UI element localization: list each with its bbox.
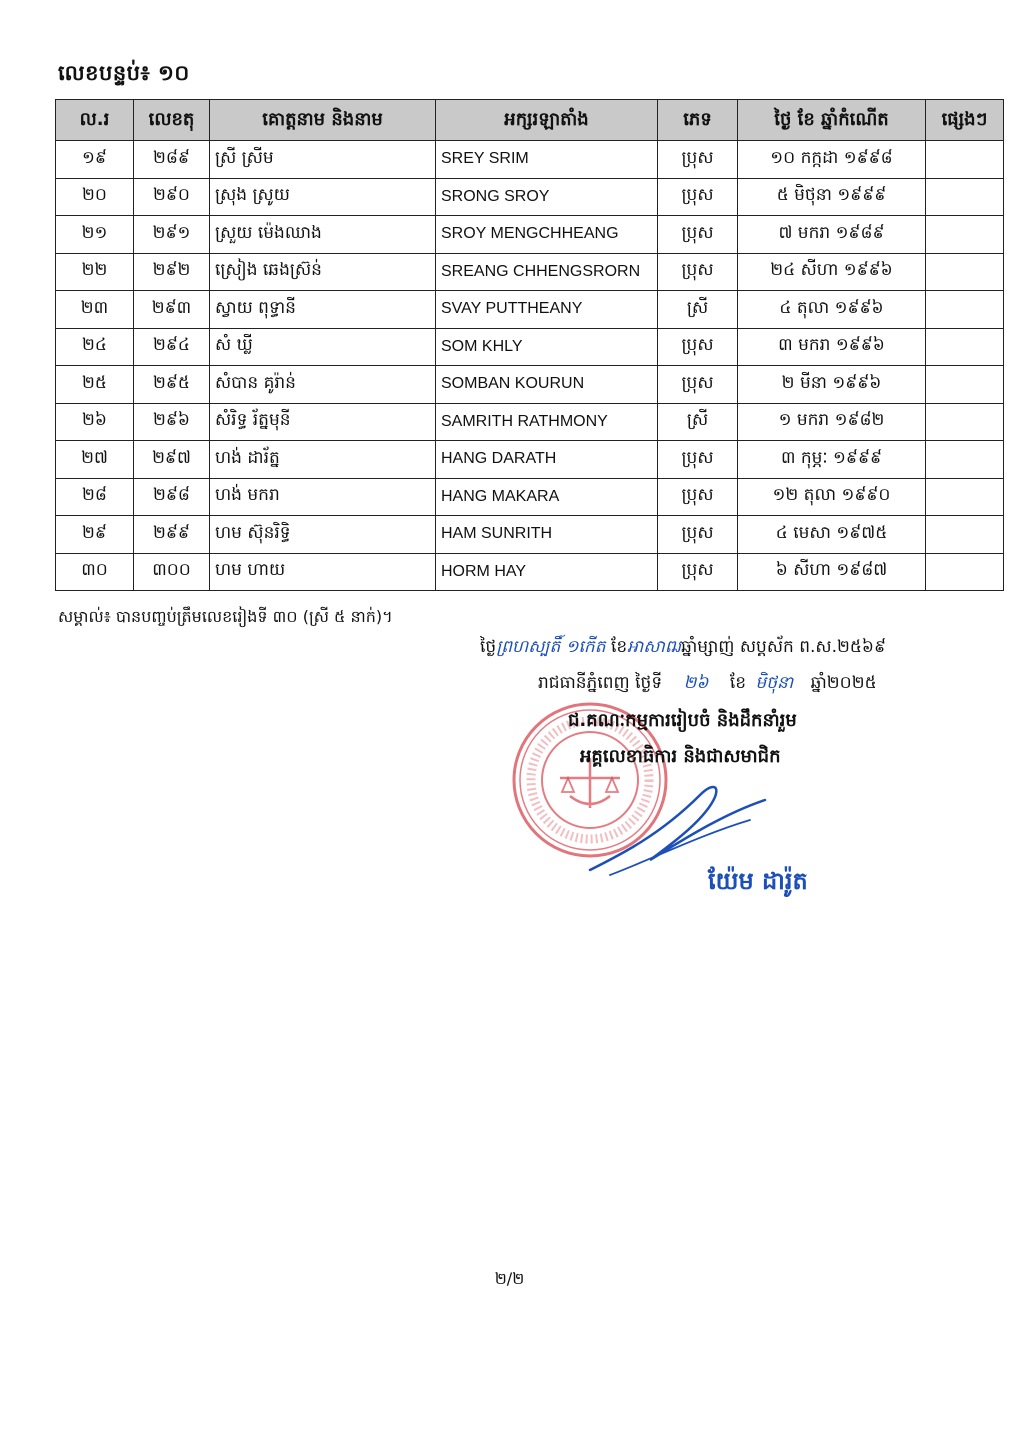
- date-of-birth-cell: ៧ មករា ១៩៨៩: [738, 216, 926, 254]
- lunar-date-prefix: ថ្ងៃ: [480, 637, 497, 657]
- date-of-birth-cell: ១ មករា ១៩៨២: [738, 403, 926, 441]
- sex-cell: ប្រុស: [658, 478, 738, 516]
- desk-number-cell: ២៩៩: [134, 516, 210, 554]
- name-khmer-cell: ហង់ ដារ័ត្ន: [210, 441, 436, 479]
- name-khmer-cell: ស្វាយ ពុទ្ធានី: [210, 291, 436, 329]
- solar-date-prefix: រាជធានីភ្នំពេញ ថ្ងៃទី: [538, 673, 663, 693]
- footnote: សម្គាល់៖ បានបញ្ចប់ត្រឹមលេខរៀងទី ៣០ (ស្រី ៥ នាក់)។: [58, 607, 393, 626]
- date-of-birth-cell: ៤ មេសា ១៩៧៥: [738, 516, 926, 554]
- row-number-cell: ១៩: [56, 141, 134, 179]
- table-row: [56, 403, 1004, 441]
- other-notes-cell: [926, 216, 1004, 254]
- name-khmer-cell: ហម ស៊ុនរិទ្ធិ: [210, 516, 436, 554]
- row-number-cell: ២២: [56, 253, 134, 291]
- header-name-latin: អក្សរឡាតាំង: [436, 100, 658, 141]
- table-row: [56, 441, 1004, 479]
- name-latin-cell: HANG MAKARA: [436, 478, 658, 516]
- header-sex: ភេទ: [658, 100, 738, 141]
- other-notes-cell: [926, 366, 1004, 404]
- desk-number-cell: ២៩៣: [134, 291, 210, 329]
- name-latin-cell: SOMBAN KOURUN: [436, 366, 658, 404]
- name-latin-cell: SRONG SROY: [436, 178, 658, 216]
- desk-number-cell: ២៩៤: [134, 328, 210, 366]
- solar-day: ២៦: [683, 673, 709, 693]
- sex-cell: ប្រុស: [658, 178, 738, 216]
- room-number-title: លេខបន្ទប់៖ ១០: [58, 61, 190, 85]
- desk-number-cell: ២៨៩: [134, 141, 210, 179]
- other-notes-cell: [926, 141, 1004, 179]
- header-name-kh: គោត្តនាម និងនាម: [210, 100, 436, 141]
- row-number-cell: ២១: [56, 216, 134, 254]
- name-khmer-cell: ស្រុង ស្រូយ: [210, 178, 436, 216]
- header-no: ល.រ: [56, 100, 134, 141]
- row-number-cell: ២៥: [56, 366, 134, 404]
- name-khmer-cell: ហម ហាយ: [210, 553, 436, 591]
- header-other: ផ្សេងៗ: [926, 100, 1004, 141]
- other-notes-cell: [926, 178, 1004, 216]
- lunar-month: អាសាឍ: [627, 637, 682, 657]
- table-row: [56, 253, 1004, 291]
- sex-cell: ប្រុស: [658, 516, 738, 554]
- name-khmer-cell: សំបាន គូរ៉ាន់: [210, 366, 436, 404]
- table-header-row: [56, 100, 1004, 141]
- header-desk: លេខតុ: [134, 100, 210, 141]
- name-latin-cell: SAMRITH RATHMONY: [436, 403, 658, 441]
- name-khmer-cell: ស្រី ស្រីម: [210, 141, 436, 179]
- page-number: ២/២: [494, 1269, 525, 1288]
- name-latin-cell: SVAY PUTTHEANY: [436, 291, 658, 329]
- desk-number-cell: ២៩៨: [134, 478, 210, 516]
- name-latin-cell: SREY SRIM: [436, 141, 658, 179]
- desk-number-cell: ២៩០: [134, 178, 210, 216]
- signer-name: យ៉ែម ដារ៉ូត: [708, 867, 808, 895]
- row-number-cell: ២៦: [56, 403, 134, 441]
- name-latin-cell: SOM KHLY: [436, 328, 658, 366]
- table-row: [56, 291, 1004, 329]
- solar-month: មិថុនា: [755, 673, 794, 693]
- lunar-date-suffix: ឆ្នាំម្សាញ់ សប្តស័ក ព.ស.២៥៦៩: [681, 637, 886, 657]
- sex-cell: ស្រី: [658, 291, 738, 329]
- sex-cell: ប្រុស: [658, 441, 738, 479]
- table-row: [56, 178, 1004, 216]
- name-latin-cell: SREANG CHHENGSRORN: [436, 253, 658, 291]
- other-notes-cell: [926, 441, 1004, 479]
- row-number-cell: ២៩: [56, 516, 134, 554]
- lunar-month-label: ខែ: [610, 637, 628, 657]
- table-row: [56, 478, 1004, 516]
- desk-number-cell: ៣០០: [134, 553, 210, 591]
- solar-month-label: ខែ: [729, 673, 747, 693]
- date-of-birth-cell: ៣ មករា ១៩៩៦: [738, 328, 926, 366]
- name-khmer-cell: សំរិទ្ធ រ័ត្នមុនី: [210, 403, 436, 441]
- other-notes-cell: [926, 553, 1004, 591]
- sex-cell: ប្រុស: [658, 253, 738, 291]
- date-of-birth-cell: ១០ កក្កដា ១៩៩៨: [738, 141, 926, 179]
- date-of-birth-cell: ៣ កុម្ភៈ ១៩៩៩: [738, 441, 926, 479]
- name-latin-cell: HORM HAY: [436, 553, 658, 591]
- desk-number-cell: ២៩៧: [134, 441, 210, 479]
- name-latin-cell: SROY MENGCHHEANG: [436, 216, 658, 254]
- table-row: [56, 216, 1004, 254]
- table-row: [56, 366, 1004, 404]
- row-number-cell: ៣០: [56, 553, 134, 591]
- sex-cell: ប្រុស: [658, 141, 738, 179]
- sex-cell: ប្រុស: [658, 328, 738, 366]
- row-number-cell: ២៣: [56, 291, 134, 329]
- table-row: [56, 141, 1004, 179]
- other-notes-cell: [926, 253, 1004, 291]
- lunar-day: ព្រហស្បតិ៍ ១កើត: [496, 637, 606, 657]
- table-row: [56, 553, 1004, 591]
- other-notes-cell: [926, 403, 1004, 441]
- other-notes-cell: [926, 328, 1004, 366]
- sex-cell: ប្រុស: [658, 553, 738, 591]
- sex-cell: ប្រុស: [658, 216, 738, 254]
- candidate-table: [55, 99, 1004, 591]
- name-khmer-cell: សំ ឃ្លី: [210, 328, 436, 366]
- row-number-cell: ២៨: [56, 478, 134, 516]
- name-latin-cell: HAM SUNRITH: [436, 516, 658, 554]
- desk-number-cell: ២៩១: [134, 216, 210, 254]
- name-latin-cell: HANG DARATH: [436, 441, 658, 479]
- desk-number-cell: ២៩៦: [134, 403, 210, 441]
- lunar-date-line: [480, 636, 886, 661]
- row-number-cell: ២៧: [56, 441, 134, 479]
- date-of-birth-cell: ៦ សីហា ១៩៨៧: [738, 553, 926, 591]
- header-dob: ថ្ងៃ ខែ ឆ្នាំកំណើត: [738, 100, 926, 141]
- organization-name: ជ.គណៈកម្មការរៀបចំ និងដឹកនាំរួម: [568, 710, 797, 731]
- row-number-cell: ២៤: [56, 328, 134, 366]
- name-khmer-cell: ហង់ មករា: [210, 478, 436, 516]
- row-number-cell: ២០: [56, 178, 134, 216]
- sex-cell: ប្រុស: [658, 366, 738, 404]
- signer-role: អគ្គលេខាធិការ និងជាសមាជិក: [580, 746, 781, 767]
- solar-date-line: [538, 672, 877, 697]
- desk-number-cell: ២៩២: [134, 253, 210, 291]
- date-of-birth-cell: ២ មីនា ១៩៩៦: [738, 366, 926, 404]
- desk-number-cell: ២៩៥: [134, 366, 210, 404]
- date-of-birth-cell: ២៤ សីហា ១៩៩៦: [738, 253, 926, 291]
- solar-date-suffix: ឆ្នាំ២០២៥: [810, 673, 877, 693]
- table-row: [56, 516, 1004, 554]
- table-row: [56, 328, 1004, 366]
- date-of-birth-cell: ១២ តុលា ១៩៩០: [738, 478, 926, 516]
- sex-cell: ស្រី: [658, 403, 738, 441]
- date-of-birth-cell: ៤ តុលា ១៩៩៦: [738, 291, 926, 329]
- table-body: [56, 141, 1004, 591]
- name-khmer-cell: ស្រួយ ម៉េងឈាង: [210, 216, 436, 254]
- other-notes-cell: [926, 478, 1004, 516]
- other-notes-cell: [926, 516, 1004, 554]
- name-khmer-cell: ស្រៀង ឆេងស្រ៊ន់: [210, 253, 436, 291]
- date-of-birth-cell: ៥ មិថុនា ១៩៩៩: [738, 178, 926, 216]
- other-notes-cell: [926, 291, 1004, 329]
